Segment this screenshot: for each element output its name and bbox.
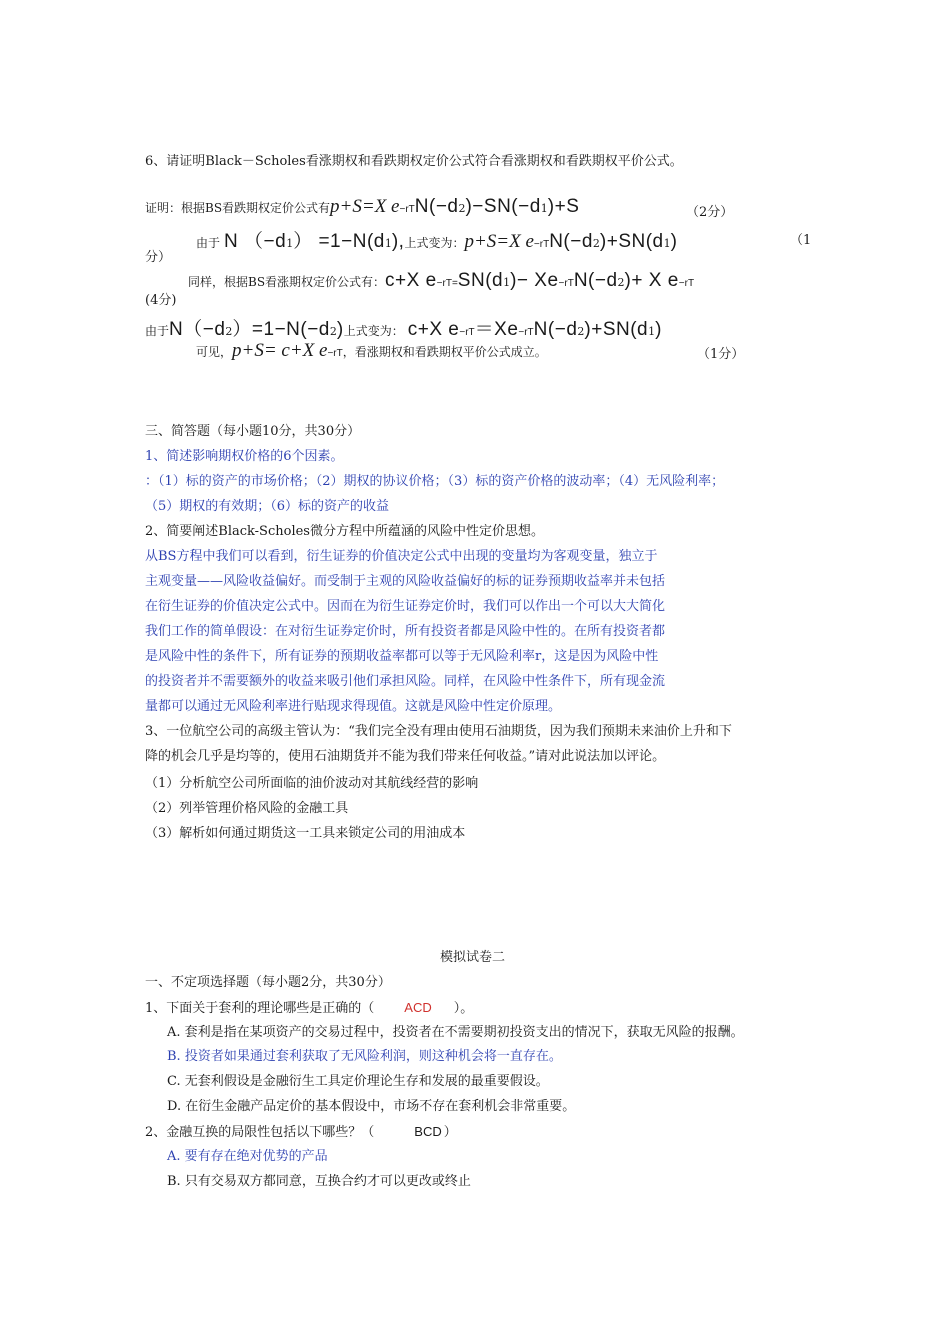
s3-q3-point: （3）解析如何通过期货这一工具来锁定公司的用油成本 <box>145 826 466 841</box>
e2-q1-option: B. 投资者如果通过套利获取了无风险利润，则这种机会将一直存在。 <box>167 1049 562 1064</box>
e2-q1-option: A. 套利是指在某项资产的交易过程中，投资者在不需要期初投资支出的情况下，获取无风险的报酬。 <box>167 1025 744 1040</box>
e2-q2-stem: 2、金融互换的局限性包括以下哪些？（ BCD ） <box>145 1124 457 1140</box>
e2-q1-option: D. 在衍生金融产品定价的基本假设中，市场不存在套利机会非常重要。 <box>167 1099 576 1114</box>
s3-q1-answer-2: （5）期权的有效期；（6）标的资产的收益 <box>145 499 390 514</box>
proof-line-1: 证明：根据BS看跌期权定价公式有 p+S=X e −rT N(−d 2 )−SN(−d 1 )+S <box>145 196 580 217</box>
e2-q1-option: C. 无套利假设是金融衍生工具定价理论生存和发展的最重要假设。 <box>167 1074 549 1089</box>
score-1: （2分） <box>686 205 734 220</box>
proof-line-3: 同样，根据BS看涨期权定价公式有： c+X e −rT= SN(d 1 )− Xe −rT N(−d 2 )+ X e −rT <box>188 270 695 291</box>
s3-q2-answer-line: 量都可以通过无风险利率进行贴现求得现值。这就是风险中性定价原理。 <box>145 699 562 714</box>
s3-q2-title: 2、简要阐述Black-Scholes微分方程中所蕴涵的风险中性定价思想。 <box>145 524 544 539</box>
s3-q2-answer-line: 是风险中性的条件下，所有证券的预期收益率都可以等于无风险利率r，这是因为风险中性 <box>145 649 659 664</box>
s3-q3-title-1: 3、一位航空公司的高级主管认为：“我们完全没有理由使用石油期货，因为我们预期未来油价上升和下 <box>145 724 732 739</box>
e2-q2-option: A. 要有存在绝对优势的产品 <box>167 1149 328 1164</box>
score-2a: （1 <box>790 233 812 248</box>
proof-line-5: 可见， p+S= c+X e −rT ，看涨期权和看跌期权平价公式成立。 <box>196 340 547 361</box>
formula-put: p+S=X e <box>330 196 400 217</box>
s3-q2-answer-line: 在衍生证券的价值决定公式中。因而在为衍生证券定价时，我们可以作出一个可以大大简化 <box>145 599 666 614</box>
s3-q2-answer-line: 我们工作的简单假设：在对衍生证券定价时，所有投资者都是风险中性的。在所有投资者都 <box>145 624 666 639</box>
s3-q1-title: 1、简述影响期权价格的6个因素。 <box>145 449 344 464</box>
q6-title: 6、请证明Black－Scholes看涨期权和看跌期权定价公式符合看涨期权和看跌期权平价公式。 <box>145 154 683 169</box>
proof-line-2: 由于 N （−d 1 ） =1−N(d 1 ), 上式变为： p+S=X e −rT N(−d 2 )+SN(d 1 ) <box>196 231 678 252</box>
e2-q2-option: B. 只有交易双方都同意，互换合约才可以更改或终止 <box>167 1174 471 1189</box>
e2-q1-answer: ACD <box>404 1000 432 1015</box>
score-2b: 分） <box>145 250 172 265</box>
exam2-heading: 一、不定项选择题（每小题2分，共30分） <box>145 975 391 990</box>
exam2-title: 模拟试卷二 <box>440 950 506 965</box>
s3-q2-answer-line: 主观变量——风险收益偏好。而受制于主观的风险收益偏好的标的证券预期收益率并未包括 <box>145 574 666 589</box>
section3-heading: 三、简答题（每小题10分，共30分） <box>145 424 361 439</box>
s3-q2-answer-line: 的投资者并不需要额外的收益来吸引他们承担风险。同样，在风险中性条件下，所有现金流 <box>145 674 666 689</box>
score-3: (4分) <box>145 293 177 308</box>
s3-q3-title-2: 降的机会几乎是均等的，使用石油期货并不能为我们带来任何收益。”请对此说法加以评论。 <box>145 749 666 764</box>
s3-q3-point: （2）列举管理价格风险的金融工具 <box>145 801 349 816</box>
e2-q1-stem: 1、下面关于套利的理论哪些是正确的（ ACD ）。 <box>145 1000 474 1016</box>
s3-q3-point: （1）分析航空公司所面临的油价波动对其航线经营的影响 <box>145 776 479 791</box>
score-5: （1分） <box>697 347 745 362</box>
proof-line-4: 由于 N（−d 2 ）=1−N(−d 2 ) 上式变为： c+X e −rT ＝Xe −rT N(−d 2 )+SN(d 1 ) <box>145 319 662 340</box>
s3-q2-answer-line: 从BS方程中我们可以看到，衍生证券的价值决定公式中出现的变量均为客观变量，独立于 <box>145 549 658 564</box>
s3-q1-answer-1: ：（1）标的资产的市场价格；（2）期权的协议价格；（3）标的资产价格的波动率；（4）无风险利率； <box>145 474 725 489</box>
e2-q2-answer: BCD <box>414 1124 442 1139</box>
proof-lead: 证明：根据BS看跌期权定价公式有 <box>145 201 331 215</box>
